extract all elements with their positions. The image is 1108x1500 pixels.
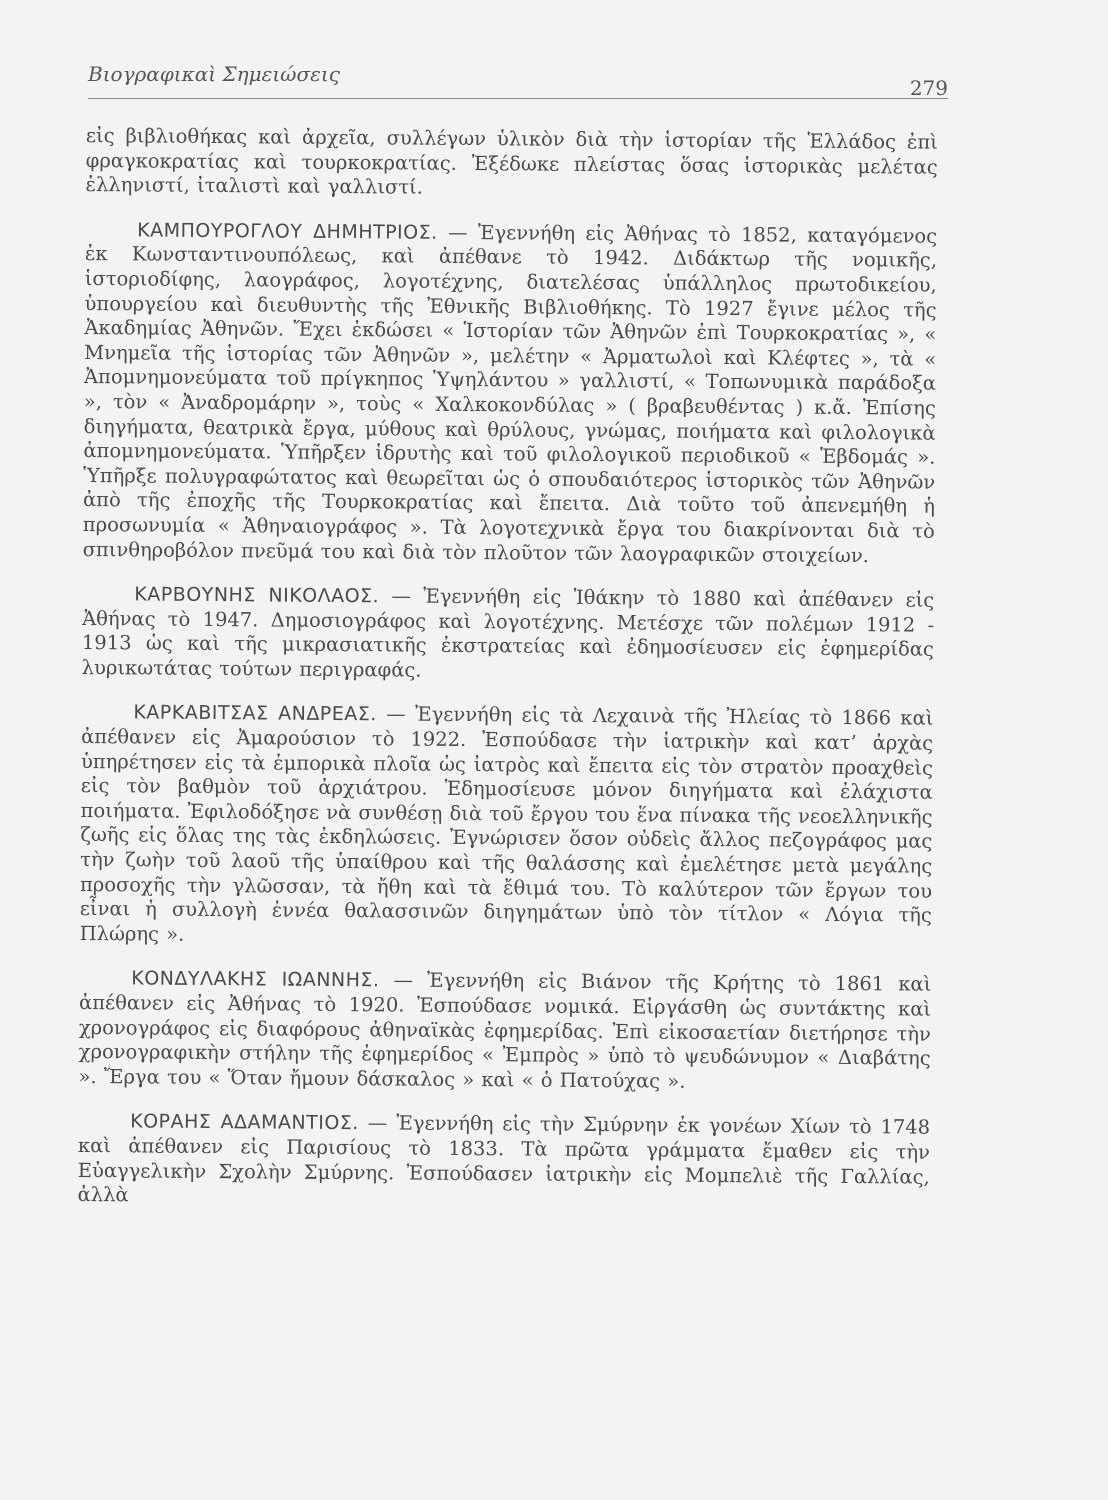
page-header: [88, 58, 948, 99]
entry-name: ΚΑΜΠΟΥΡΟΓΛΟΥ ΔΗΜΗΤΡΙΟΣ.: [137, 219, 438, 244]
entry-text: — Ἐγεννήθη εἰς Βιάνον τῆς Κρήτης τὸ 1861 καὶ ἀπέθανεν εἰς Ἀθήνας τὸ 1920. Ἐσπούδασε νομικά. Εἰργάσθη ὡς συντάκτης καὶ χρονογράφος εἰς διαφόρους ἀθηναϊκὰς ἐφημερίδας. Ἐπὶ εἰκοσαετίαν διετήρησε τὴν χρονογραφικὴν στήλην τῆς ἐφημερίδος « Ἐμπρὸς » ὑπὸ τὸ ψευδώνυμον « Διαβάτης ». Ἔργα του « Ὅταν ἤμουν δάσκαλος » καὶ « ὁ Πατούχας ».: [78, 968, 932, 1093]
entry-paragraph: [77, 1109, 930, 1214]
entry-text: — Ἐγεννήθη εἰς τὴν Σμύρνην ἐκ γονέων Χίων τὸ 1748 καὶ ἀπέθανεν εἰς Παρισίους τὸ 1833. Τὰ πρῶτα γράμματα ἔμαθεν εἰς τὴν Εὐαγγελικὴν Σχολὴν Σμύρνης. Ἐσπούδασεν ἰατρικὴν εἰς Μομπελιὲ τῆς Γαλλίας, ἀλλὰ: [77, 1111, 931, 1207]
running-title: Βιογραφικαὶ Σημειώσεις: [88, 62, 340, 86]
entry-text: — Ἐγεννήθη εἰς τὰ Λεχαινὰ τῆς Ἠλείας τὸ 1866 καὶ ἀπέθανεν εἰς Ἀμαρούσιον τὸ 1922. Ἐσπούδασε τὴν ἰατρικὴν καὶ κατ’ ἀρχὰς ὑπηρέτησεν εἰς τὰ ἐμπορικὰ πλοῖα ὡς ἰατρὸς καὶ ἔπειτα εἰς τὸν στρατὸν προαχθεὶς εἰς τὸν βαθμὸν τοῦ ἀρχιάτρου. Ἐδημοσίευσε μόνον διηγήματα καὶ ἐλάχιστα ποιήματα. Ἐφιλοδόξησε νὰ συνθέσῃ διὰ τοῦ ἔργου του ἕνα πίνακα τῆς νεοελληνικῆς ζωῆς εἰς ὅλας της τὰς ἐκδηλώσεις. Ἐγνώρισεν ὅσον οὐδεὶς ἄλλος πεζογράφος μας τὴν ζωὴν τοῦ λαοῦ τῆς ὑπαίθρου καὶ τῆς θαλάσσης καὶ ἐμελέτησε μετὰ μεγάλης προσοχῆς τὴν γλῶσσαν, τὰ ἤθη καὶ τὰ ἔθιμά του. Τὸ καλύτερον τῶν ἔργων του εἶναι ἡ συλλογὴ ἐννέα θαλασσινῶν διηγημάτων ὑπὸ τὸν τίτλον « Λόγια τῆς Πλώρης ».: [79, 702, 934, 946]
page-body: [77, 124, 937, 1214]
entry-text: — Ἐγεννήθη εἰς Ἰθάκην τὸ 1880 καὶ ἀπέθανεν εἰς Ἀθήνας τὸ 1947. Δημοσιογράφος καὶ λογοτέχνης. Μετέσχε τῶν πολέμων 1912 - 1913 ὡς καὶ τῆς μικρασιατικῆς ἐκστρατείας καὶ ἐδημοσίευσεν εἰς ἐφημερίδας λυρικωτάτας τούτων περιγραφάς.: [81, 584, 935, 682]
intro-paragraph: εἰς βιβλιοθήκας καὶ ἀρχεῖα, συλλέγων ὑλικὸν διὰ τὴν ἱστορίαν τῆς Ἑλλάδος ἐπὶ φραγκοκρατίας καὶ τουρκοκρατίας. Ἐξέδωκε πλείστας ὅσας ἱστορικὰς μελέτας ἑλληνιστί, ἰταλιστὶ καὶ γαλλιστί.: [85, 124, 938, 199]
entry-name: ΚΟΡΑΗΣ ΑΔΑΜΑΝΤΙΟΣ.: [130, 1110, 359, 1135]
entry-name: ΚΑΡΒΟΥΝΗΣ ΝΙΚΟΛΑΟΣ.: [134, 583, 380, 608]
entry-paragraph: [78, 966, 931, 1096]
entry-name: ΚΟΝΔΥΛΑΚΗΣ ΙΩΑΝΝΗΣ.: [131, 967, 380, 992]
entry-paragraph: [82, 582, 935, 687]
entry-text: — Ἐγεννήθη εἰς Ἀθήνας τὸ 1852, καταγόμενος ἐκ Κωνσταντινουπόλεως, καὶ ἀπέθανε τὸ 1942. Διδάκτωρ τῆς νομικῆς, ἱστοριοδίφης, λαογράφος, λογοτέχνης, διατελέσας ὑπάλληλος πρωτοδικείου, ὑπουργείου καὶ διευθυντὴς τῆς Ἐθνικῆς Βιβλιοθήκης. Τὸ 1927 ἔγινε μέλος τῆς Ἀκαδημίας Ἀθηνῶν. Ἔχει ἐκδώσει « Ἱστορίαν τῶν Ἀθηνῶν ἐπὶ Τουρκοκρατίας », « Μνημεῖα τῆς ἱστορίας τῶν Ἀθηνῶν », μελέτην « Ἀρματωλοὶ καὶ Κλέφτες », τὰ « Ἀπομνημονεύματα τοῦ πρίγκηπος Ὑψηλάντου » γαλλιστί, « Τοπωνυμικὰ παράδοξα », τὸν « Ἀναδρομάρην », τοὺς « Χαλκοκονδύλας » ( βραβευθέντας ) κ.ἄ. Ἐπίσης διηγήματα, θεατρικὰ ἔργα, μύθους καὶ θρύλους, γνώμας, ποιήματα καὶ φιλολογικὰ ἀπομνημονεύματα. Ὑπῆρξεν ἱδρυτὴς καὶ τοῦ φιλολογικοῦ περιοδικοῦ « Ἑβδομάς ». Ὑπῆρξε πολυγραφώτατος καὶ θεωρεῖται ὡς ὁ σπουδαιότερος ἱστορικὸς τῶν Ἀθηνῶν ἀπὸ τῆς ἐποχῆς τῆς Τουρκοκρατίας καὶ ἔπειτα. Διὰ τοῦτο τοῦ ἀπενεμήθη ἡ προσωνυμία « Ἀθηναιογράφος ». Τὰ λογοτεχνικὰ ἔργα του διακρίνονται διὰ τὸ σπινθηροβόλον πνεῦμά του καὶ διὰ τὸν πλοῦτον τῶν λαογραφικῶν στοιχείων.: [82, 220, 938, 567]
entry-paragraph: [80, 700, 934, 953]
entry-paragraph: [83, 218, 938, 569]
entry-name: ΚΑΡΚΑΒΙΤΣΑΣ ΑΝΔΡΕΑΣ.: [133, 701, 377, 726]
page-number: 279: [909, 76, 948, 100]
